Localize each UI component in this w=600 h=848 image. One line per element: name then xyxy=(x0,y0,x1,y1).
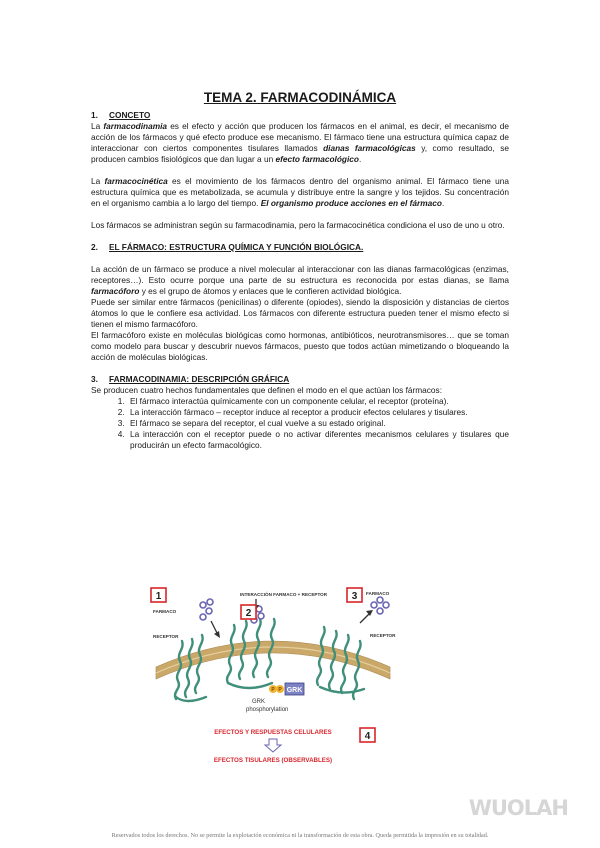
hechos-list xyxy=(91,396,509,451)
section-3-heading xyxy=(91,374,509,385)
label-efectos-tisulares: EFECTOS TISULARES (OBSERVABLES) xyxy=(213,757,333,764)
list-item: 4. La interacción con el receptor puede o no activar diferentes mecanismos celulares y tisulares que producirán un efecto farmacológico. xyxy=(127,429,509,451)
grk-phos-line-1: GRK xyxy=(252,699,266,705)
section-2-title: EL FÁRMACO: ESTRUCTURA QUÍMICA Y FUNCIÓN BIOLÓGICA. xyxy=(109,242,364,252)
footer-rights: Reservados todos los derechos. No se permite la explotación económica ni la transformación de esta obra. Queda permitida la impresión en su totalidad. xyxy=(111,832,489,839)
drug-molecule-left xyxy=(200,599,213,620)
list-item: 1. El fármaco interactúa químicamente con un componente celular, el receptor (proteína). xyxy=(127,396,509,407)
step-number-4: 4 xyxy=(364,731,371,742)
label-farmaco-left: FARMACO xyxy=(153,609,177,614)
section-2-heading xyxy=(91,242,509,253)
list-item: 2. La interacción fármaco – receptor induce al receptor a producir efectos celulares y tisulares. xyxy=(127,407,509,418)
section-1-heading xyxy=(91,110,509,121)
paragraph-farmacoforo: El farmacóforo existe en moléculas biológicas como hormonas, antibióticos, neurotransmisores… que se toman como modelo para buscar y descubrir nuevos fármacos, puesto que todos actúan mimetizando o bloqueando la acción de moléculas biológicas. xyxy=(91,330,509,362)
label-receptor-left: RECEPTOR xyxy=(153,634,179,639)
label-interaccion: INTERACCIÓN FARMACO + RECEPTOR xyxy=(240,592,328,597)
arrow-down-icon xyxy=(265,739,281,752)
paragraph-accion-molecular: La acción de un fármaco se produce a nivel molecular al interaccionar con las dianas farmacológicas (enzimas, receptores…). Esto ocurre porque una parte de su estructura es reconocida por estas dianas, se llama farmacóforo y es el grupo de átomos y enlaces que le confieren actividad biológica. xyxy=(91,264,509,296)
grk-phos-line-2: phosphorylation xyxy=(246,707,289,713)
section-3-title: FARMACODINAMIA: DESCRIPCIÓN GRÁFICA xyxy=(109,374,290,384)
section-1-title: CONCETO xyxy=(109,110,151,120)
label-efectos-celulares: EFECTOS Y RESPUESTAS CELULARES xyxy=(214,729,332,736)
section-3-number: 3. xyxy=(91,374,98,384)
label-receptor-right: RECEPTOR xyxy=(370,633,396,638)
paragraph-farmacocinetica: La farmacocinética es el movimiento de los fármacos dentro del organismo animal. El fármaco tiene una estructura química que es metabolizada, se acumula y distribuye entre la sangre y los tejidos. Su concentración en el organismo cambia a lo largo del tiempo. El organismo produce acciones en el fármaco. xyxy=(91,176,509,208)
phosphate-label-2: P xyxy=(278,687,282,693)
farmacodinamia-diagram xyxy=(148,585,398,770)
receptor-left-shape xyxy=(175,635,206,701)
grk-label: GRK xyxy=(286,687,303,694)
paragraph-administracion: Los fármacos se administran según su farmacodinamia, pero la farmacocinética condiciona el uso de uno u otro. xyxy=(91,220,505,230)
watermark-logo: WUOLAH xyxy=(468,796,568,820)
paragraph-intro-hechos: Se producen cuatro hechos fundamentales que definen el modo en el que actúan los fármacos: xyxy=(91,385,443,395)
paragraph-similitud: Puede ser similar entre fármacos (penicilinas) o diferente (opiodes), siendo la disposición y distancias de ciertos átomos lo que le confiere esa actividad. Los fármacos con diferente estructura pueden tener el mismo efecto si tienen el mismo farmacóforo. xyxy=(91,297,509,329)
section-2-number: 2. xyxy=(91,242,98,252)
step-number-1: 1 xyxy=(155,591,162,602)
step-number-3: 3 xyxy=(351,591,358,602)
step-number-2: 2 xyxy=(245,608,252,619)
label-farmaco-right: FARMACO xyxy=(366,591,390,596)
section-1-number: 1. xyxy=(91,110,98,120)
drug-molecule-right xyxy=(371,597,389,614)
list-item: 3. El fármaco se separa del receptor, el cual vuelve a su estado original. xyxy=(127,418,509,429)
phosphate-label-1: P xyxy=(271,687,275,693)
paragraph-farmacodinamia: La farmacodinamia es el efecto y acción que producen los fármacos en el animal, es decir, el mecanismo de acción de los fármacos y qué efecto produce ese mecanismo. El fármaco tiene una estructura química capaz de interaccionar con ciertos componentes tisulares llamados dianas farmacológicas y, como resultado, se producen cambios fisiológicos que dan lugar a un efecto farmacológico. xyxy=(91,121,509,164)
arrow-release xyxy=(360,613,370,623)
document-body xyxy=(91,110,509,451)
page-title: TEMA 2. FARMACODINÁMICA xyxy=(203,90,397,105)
